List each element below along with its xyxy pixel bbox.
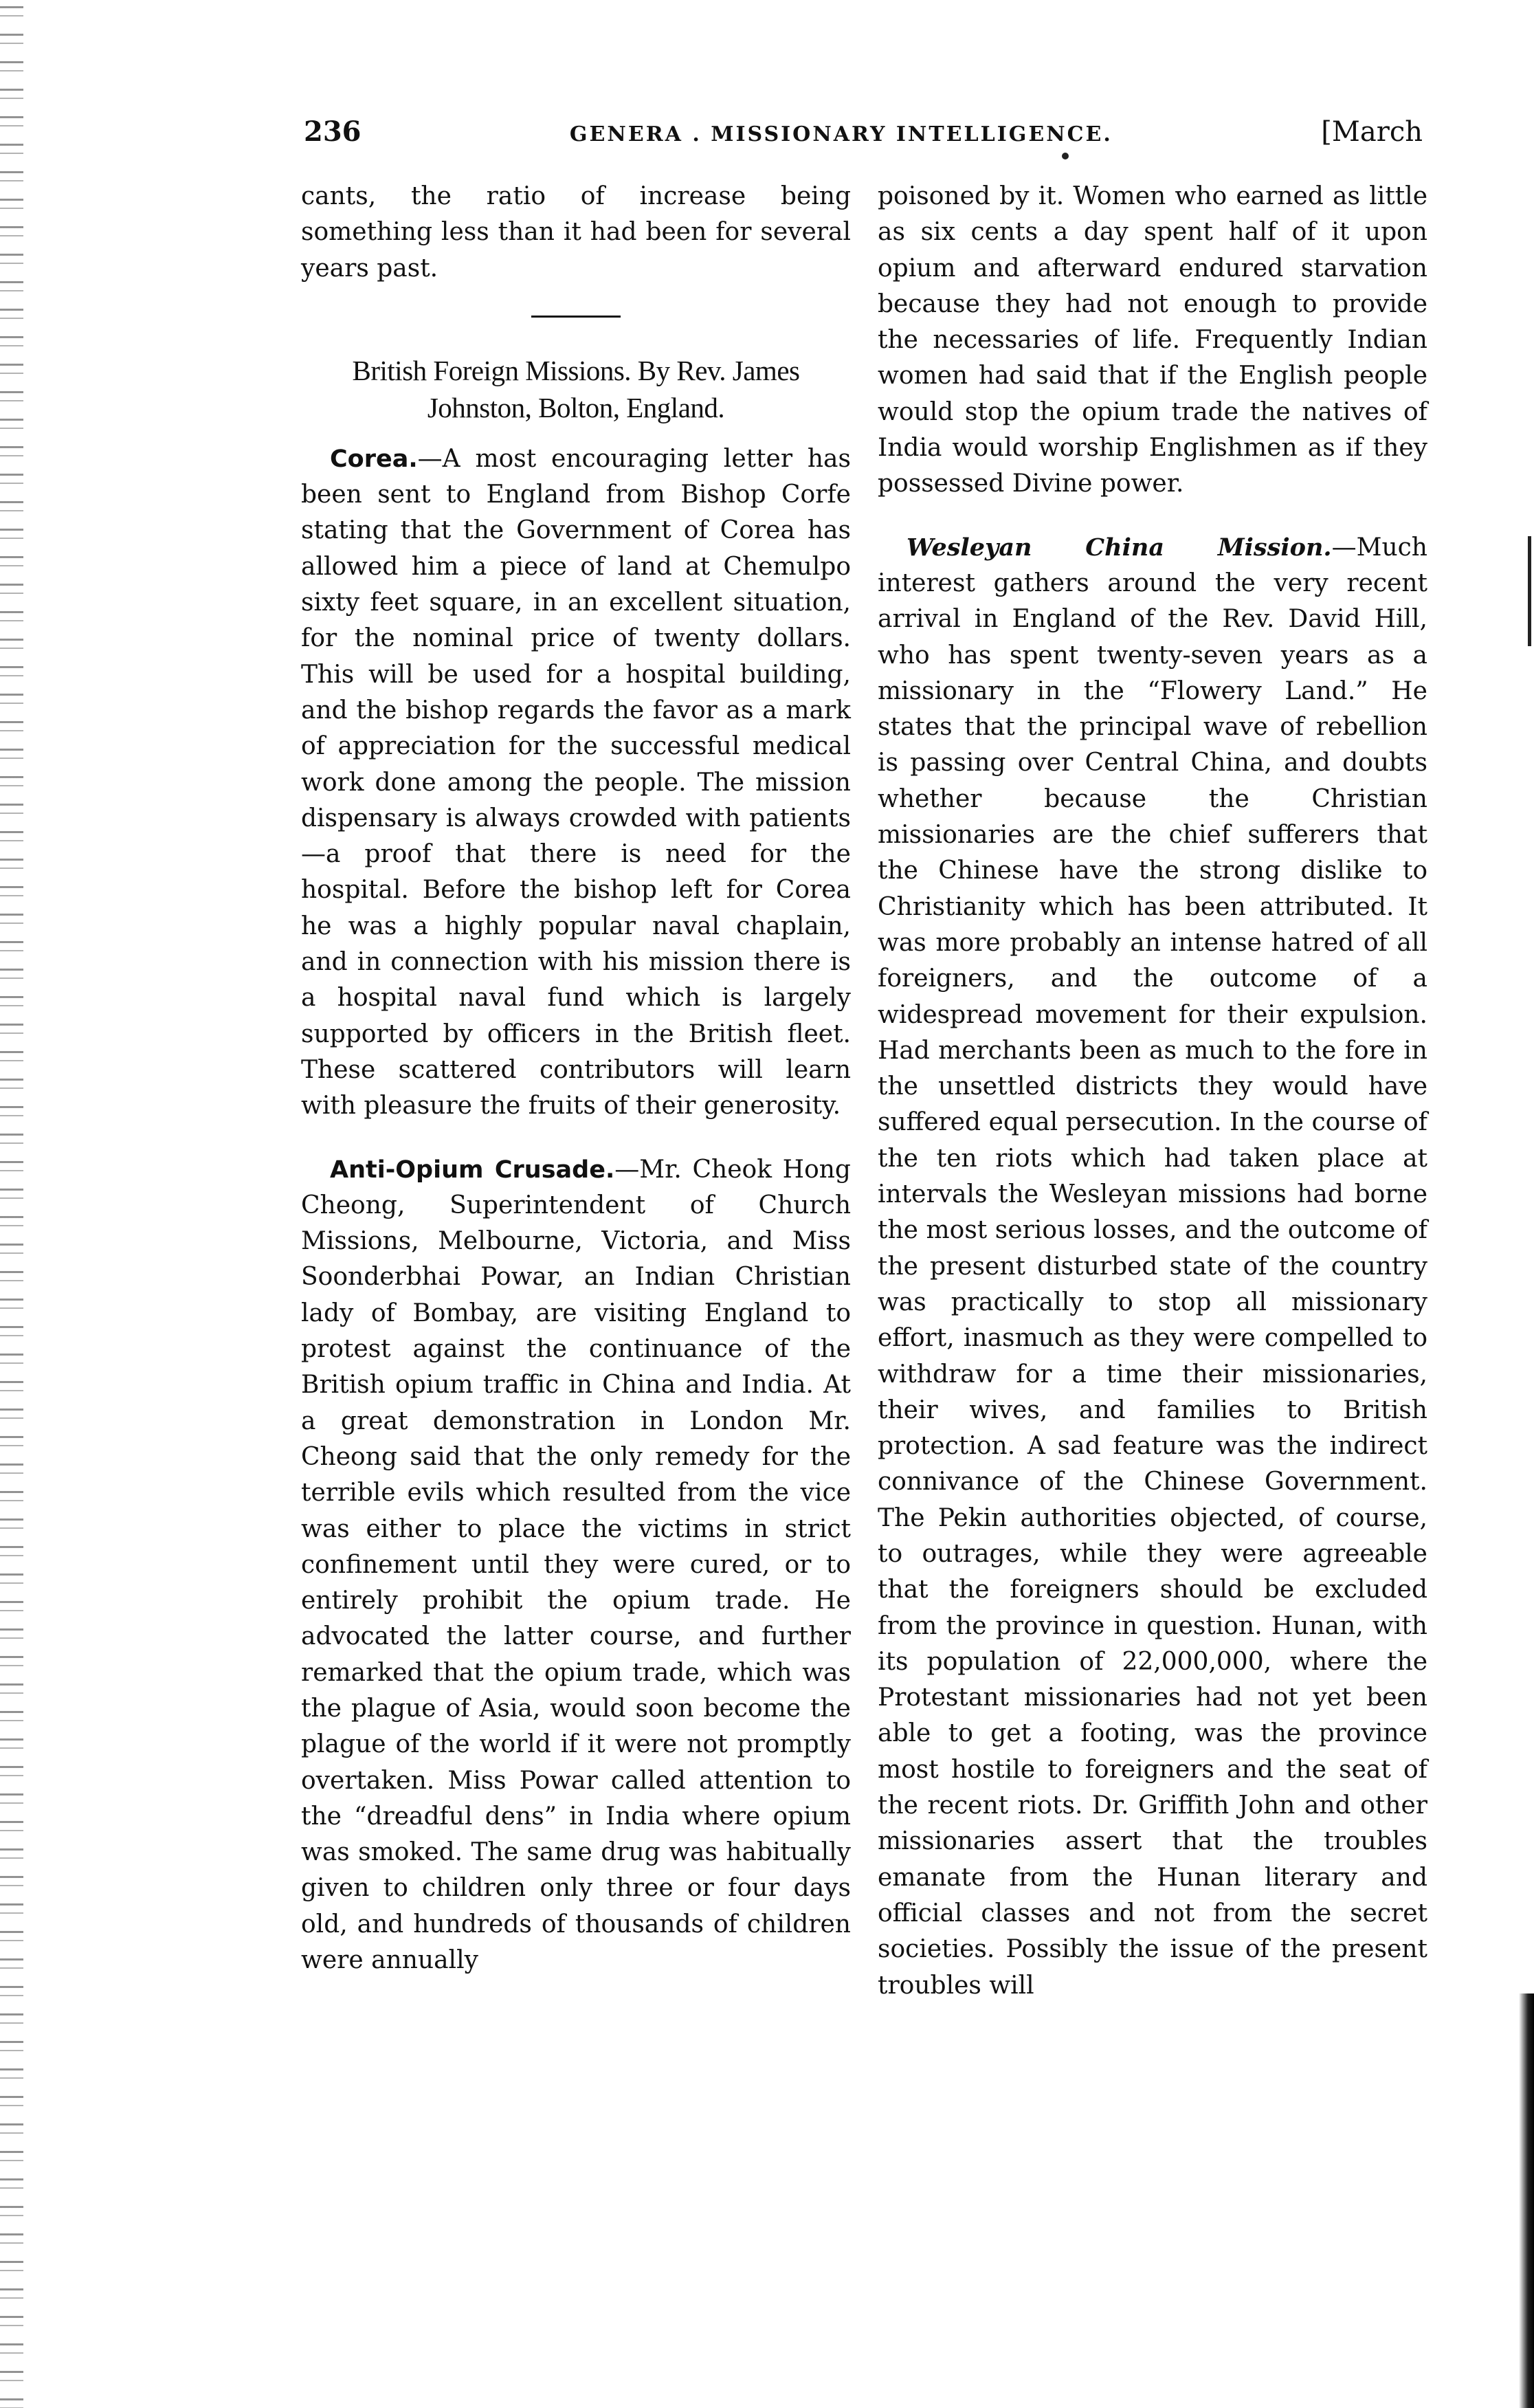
ink-dot bbox=[1062, 153, 1069, 159]
section-divider bbox=[531, 316, 621, 318]
scan-right-edge bbox=[1519, 1993, 1534, 2408]
scan-left-edge bbox=[0, 0, 23, 2408]
section-heading: British Foreign Missions. By Rev. James Johnston, Bolton, England. bbox=[352, 354, 800, 423]
corea-paragraph bbox=[301, 441, 851, 1125]
corea-text: —A most encouraging letter has been sent to England from Bishop Corfe stating that the Government of Corea has allowed him a piece of land at Chemulpo sixty feet square, in an excellent situation, for the nominal price of twenty dollars. This will be used for a hospital building, and the bishop regards the favor as a mark of appreciation for the successful medical work done among the people. The mission dispensary is always crowded with patients—a proof that there is need for the hospital. Before the bishop left for Corea he was a highly popular naval chaplain, and in connection with his mission there is a hospital naval fund which is largely supported by officers in the British fleet. These scattered contributors will learn with pleasure the fruits of their generosity. bbox=[301, 444, 851, 1120]
page-header bbox=[304, 115, 1423, 157]
anti-opium-paragraph bbox=[301, 1152, 851, 1979]
right-continuation-paragraph: poisoned by it. Women who earned as little as six cents a day spent half of it upon opium and afterward endured starvation because they had not enough to provide the necessaries of life. Frequently Indian women had said that if the English people would stop the opium trade the natives of India would worship Englishmen as if they possessed Divine power. bbox=[878, 182, 1427, 498]
wesleyan-text: —Much interest gathers around the very recent arrival in England of the Rev. David Hill, who has spent twenty-seven years as a missionary in the “Flowery Land.” He states that the principal wave of rebellion is passing over Central China, and doubts whether because the Christian missionaries are the chief sufferers that the Chinese have the strong dislike to Christianity which has been attributed. It was more probably an intense hatred of all foreigners, and the outcome of a widespread movement for their expulsion. Had merchants been as much to the fore in the unsettled districts they would have suffered equal persecution. In the course of the ten riots which had taken place at intervals the Wesleyan missions had borne the most serious losses, and the outcome of the present disturbed state of the country was practically to stop all missionary effort, inasmuch as they were compelled to withdraw for a time their missionaries, their wives, and families to British protection. A sad feature was the indirect connivance of the Chinese Government. The Pekin authorities objected, of course, to outrages, while they were agreeable that the foreigners should be excluded from the province in question. Hunan, with its population of 22,000,000, where the Protestant missionaries had not yet been able to get a footing, was the province most hostile to foreigners and the seat of the recent riots. Dr. Griffith John and other missionaries assert that the troubles emanate from the Hunan literary and official classes and not from the secret societies. Possibly the issue of the present troubles will bbox=[878, 533, 1427, 2000]
left-continuation-paragraph: cants, the ratio of increase being something less than it had been for several years past. bbox=[301, 182, 851, 283]
wesleyan-paragraph bbox=[878, 530, 1427, 2004]
wesleyan-label: Wesleyan China Mission. bbox=[907, 533, 1332, 562]
left-column bbox=[301, 179, 851, 1978]
scan-right-mark bbox=[1528, 536, 1531, 646]
header-month: [March bbox=[1321, 116, 1423, 148]
anti-opium-label: Anti-Opium Crusade. bbox=[330, 1156, 615, 1184]
right-column bbox=[878, 179, 1427, 2004]
anti-opium-text: —Mr. Cheok Hong Cheong, Superintendent of Church Missions, Melbourne, Victoria, and Miss Soonderbhai Powar, an Indian Christian lady of Bombay, are visiting England to protest against the continuance of the British opium traffic in China and India. At a great demonstration in London Mr. Cheong said that the only remedy for the terrible evils which resulted from the vice was either to place the victims in strict confinement until they were cured, or to entirely prohibit the opium trade. He advocated the latter course, and further remarked that the opium trade, which was the plague of Asia, would soon become the plague of the world if it were not promptly overtaken. Miss Powar called attention to the “dreadful dens” in India where opium was smoked. The same drug was habitually given to children only three or four days old, and hundreds of thousands of children were annually bbox=[301, 1155, 851, 1975]
page-number: 236 bbox=[304, 115, 362, 148]
corea-label: Corea. bbox=[330, 445, 418, 473]
running-title: GENERA . MISSIONARY INTELLIGENCE. bbox=[569, 122, 1113, 146]
